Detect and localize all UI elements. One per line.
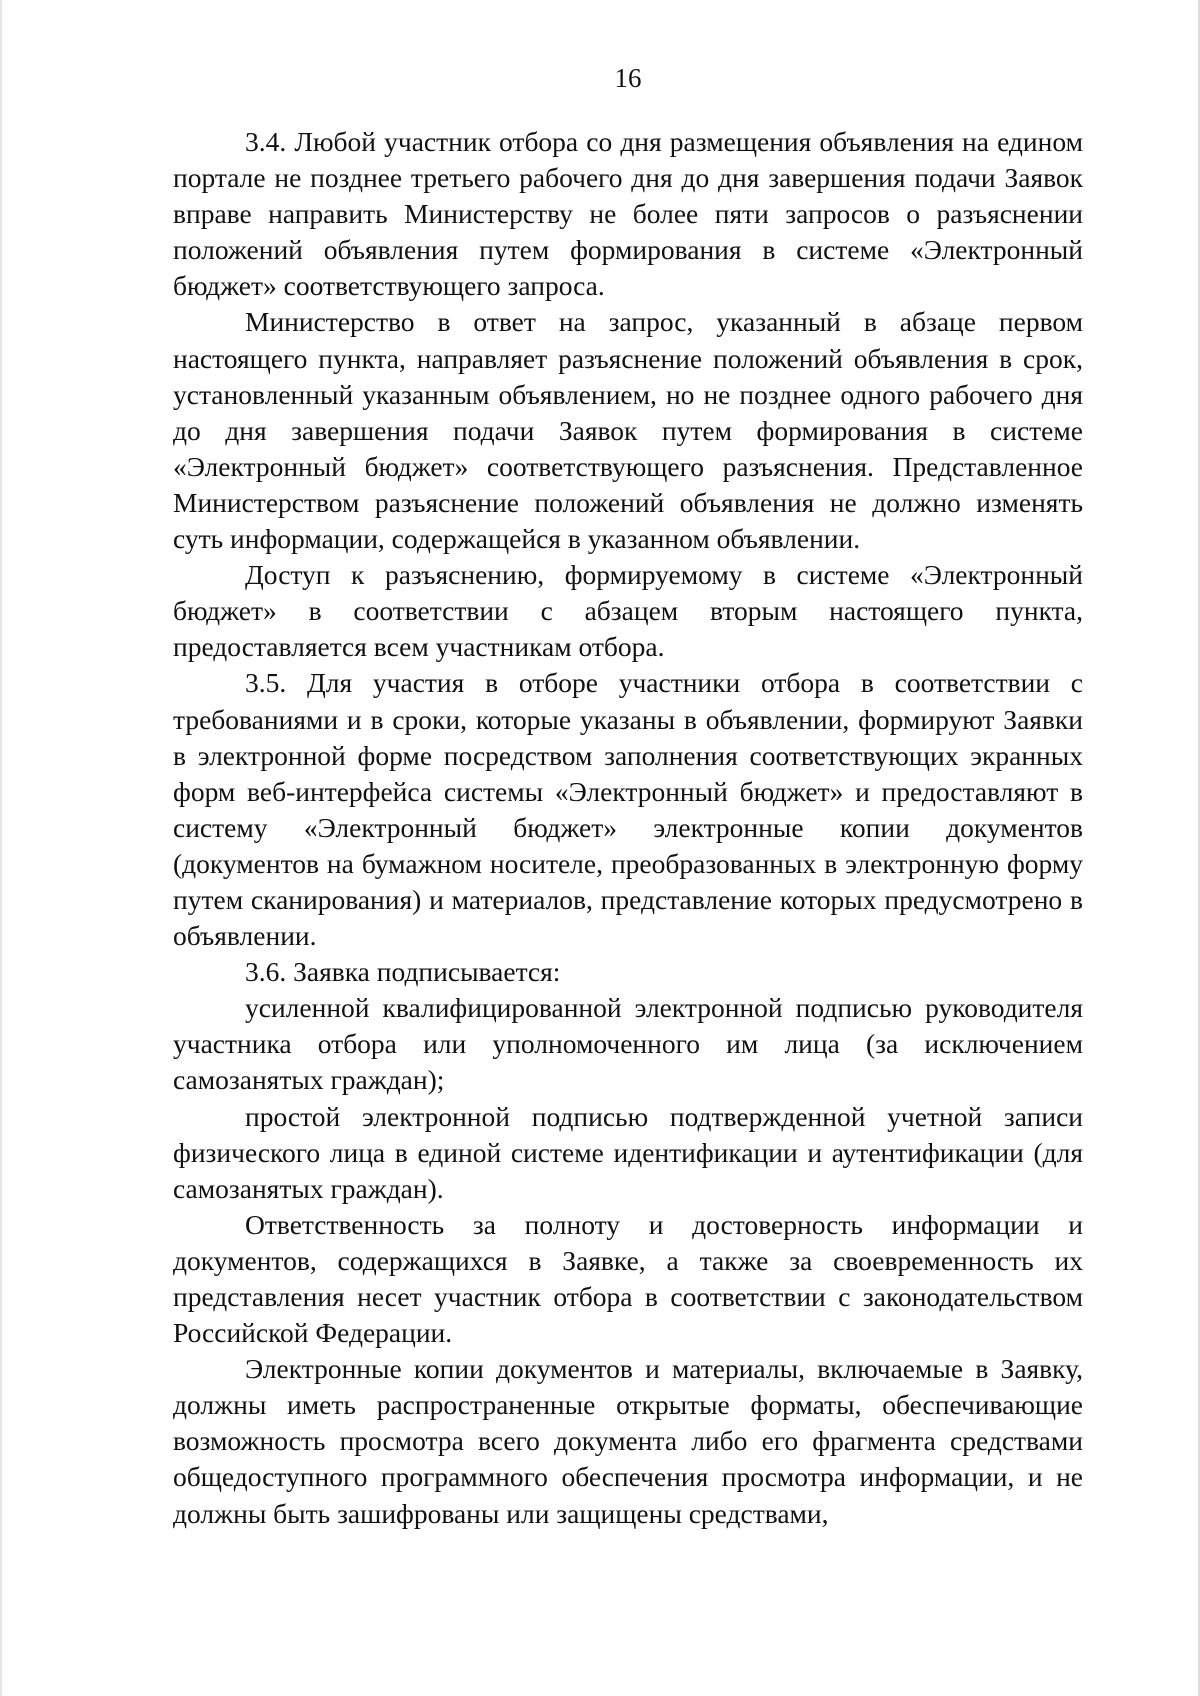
paragraph-simple-signature: простой электронной подписью подтвержденной учетной записи физического лица в единой системе идентификации и аутентификации (для самозанятых граждан). xyxy=(173,1100,1083,1204)
document-body xyxy=(173,124,1083,1532)
paragraph-3-4: 3.4. Любой участник отбора со дня размещения объявления на едином портале не позднее третьего рабочего дня до дня завершения подачи Заявок вправе направить Министерству не более пяти запросов о разъяснении положений объявления путем формирования в системе «Электронный бюджет» соответствующего запроса. xyxy=(173,126,1083,302)
page-number: 16 xyxy=(614,63,642,93)
paragraph-electronic-copies: Электронные копии документов и материалы, включаемые в Заявку, должны иметь распространенные открытые форматы, обеспечивающие возможность просмотра всего документа либо его фрагмента средствами общедоступного программного обеспечения просмотра информации, и не должны быть зашифрованы или защищены средствами, xyxy=(173,1353,1083,1529)
scan-edge-left xyxy=(0,0,2,1696)
paragraph-access-clarification: Доступ к разъяснению, формируемому в системе «Электронный бюджет» в соответствии с абзацем вторым настоящего пункта, предоставляется всем участникам отбора. xyxy=(173,559,1083,663)
paragraph-qualified-signature: усиленной квалифицированной электронной подписью руководителя участника отбора или уполномоченного им лица (за исключением самозанятых граждан); xyxy=(173,992,1083,1096)
paragraph-3-6: 3.6. Заявка подписывается: xyxy=(245,956,561,988)
paragraph-ministry-response: Министерство в ответ на запрос, указанный в абзаце первом настоящего пункта, направляет разъяснение положений объявления в срок, установленный указанным объявлением, но не позднее одного рабочего дня до дня завершения подачи Заявок путем формирования в системе «Электронный бюджет» соответствующего разъяснения. Представленное Министерством разъяснение положений объявления не должно изменять суть информации, содержащейся в указанном объявлении. xyxy=(173,306,1083,555)
paragraph-responsibility: Ответственность за полноту и достоверность информации и документов, содержащихся в Заявке, а также за своевременность их представления несет участник отбора в соответствии с законодательством Российской Федерации. xyxy=(173,1208,1083,1349)
paragraph-3-5: 3.5. Для участия в отборе участники отбора в соответствии с требованиями и в сроки, которые указаны в объявлении, формируют Заявки в электронной форме посредством заполнения соответствующих экранных форм веб-интерфейса системы «Электронный бюджет» и предоставляют в систему «Электронный бюджет» электронные копии документов (документов на бумажном носителе, преобразованных в электронную форму путем сканирования) и материалов, представление которых предусмотрено в объявлении. xyxy=(173,667,1083,952)
